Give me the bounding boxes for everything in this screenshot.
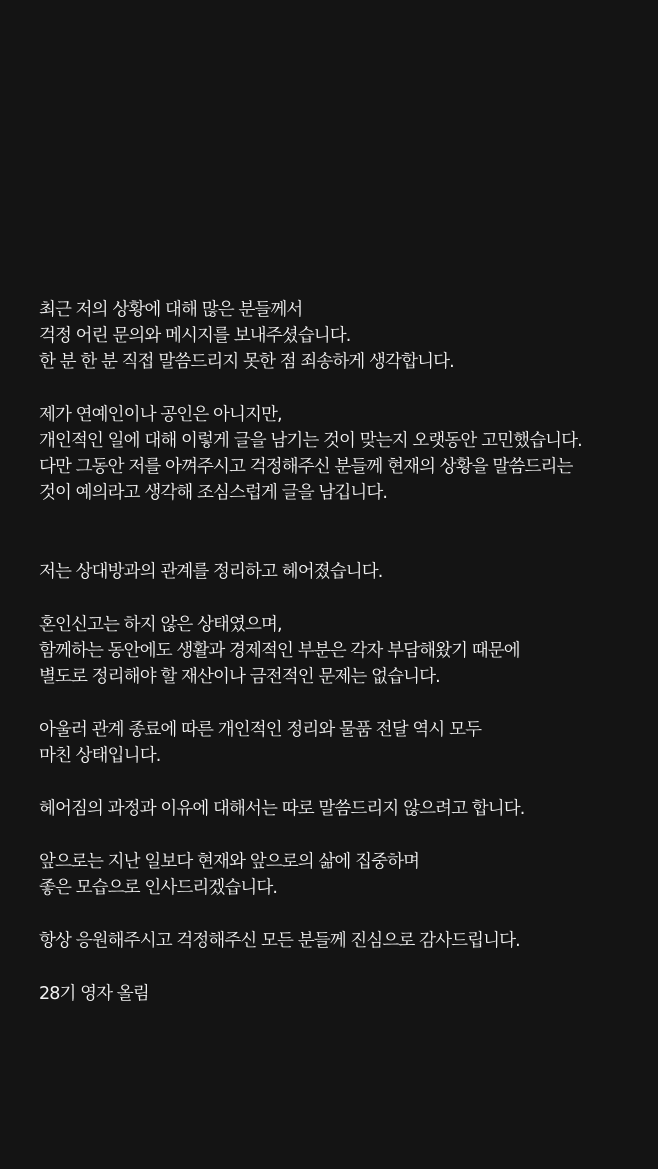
- paragraph-intro: [39, 297, 649, 375]
- text-line: 제가 연예인이나 공인은 아니지만,: [39, 405, 282, 425]
- paragraph-spacer: [39, 506, 649, 559]
- text-line: 개인적인 일에 대해 이렇게 글을 남기는 것이 맞는지 오랫동안 고민했습니다.: [39, 431, 582, 451]
- text-line: 좋은 모습으로 인사드리겠습니다.: [39, 878, 278, 898]
- statement-text: [39, 297, 649, 1007]
- text-line: 최근 저의 상황에 대해 많은 분들께서: [39, 300, 303, 320]
- paragraph-spacer: [39, 585, 649, 612]
- paragraph-announcement: [39, 559, 649, 585]
- paragraph-thanks: [39, 928, 649, 954]
- paragraph-details: [39, 612, 649, 690]
- signature: [39, 981, 649, 1007]
- text-line: 아울러 관계 종료에 따른 개인적인 정리와 물품 전달 역시 모두: [39, 720, 482, 740]
- paragraph-spacer: [39, 375, 649, 402]
- text-line: 함께하는 동안에도 생활과 경제적인 부분은 각자 부담해왔기 때문에: [39, 641, 520, 661]
- paragraph-reason: [39, 402, 649, 506]
- text-line: 28기 영자 올림: [39, 984, 149, 1004]
- paragraph-spacer: [39, 822, 649, 849]
- text-line: 앞으로는 지난 일보다 현재와 앞으로의 삶에 집중하며: [39, 852, 420, 872]
- text-line: 혼인신고는 하지 않은 상태였으며,: [39, 615, 282, 635]
- text-line: 별도로 정리해야 할 재산이나 금전적인 문제는 없습니다.: [39, 667, 440, 687]
- paragraph-future: [39, 849, 649, 901]
- text-line: 것이 예의라고 생각해 조심스럽게 글을 남깁니다.: [39, 483, 388, 503]
- text-line: 항상 응원해주시고 걱정해주신 모든 분들께 진심으로 감사드립니다.: [39, 931, 520, 951]
- paragraph-spacer: [39, 690, 649, 717]
- text-line: 한 분 한 분 직접 말씀드리지 못한 점 죄송하게 생각합니다.: [39, 352, 454, 372]
- paragraph-settlement: [39, 717, 649, 769]
- paragraph-spacer: [39, 769, 649, 796]
- text-line: 마친 상태입니다.: [39, 746, 161, 766]
- text-line: 헤어짐의 과정과 이유에 대해서는 따로 말씀드리지 않으려고 합니다.: [39, 799, 525, 819]
- paragraph-spacer: [39, 901, 649, 928]
- text-line: 걱정 어린 문의와 메시지를 보내주셨습니다.: [39, 326, 351, 346]
- paragraph-spacer: [39, 954, 649, 981]
- text-line: 저는 상대방과의 관계를 정리하고 헤어졌습니다.: [39, 562, 383, 582]
- text-line: 다만 그동안 저를 아껴주시고 걱정해주신 분들께 현재의 상황을 말씀드리는: [39, 457, 573, 477]
- paragraph-privacy: [39, 796, 649, 822]
